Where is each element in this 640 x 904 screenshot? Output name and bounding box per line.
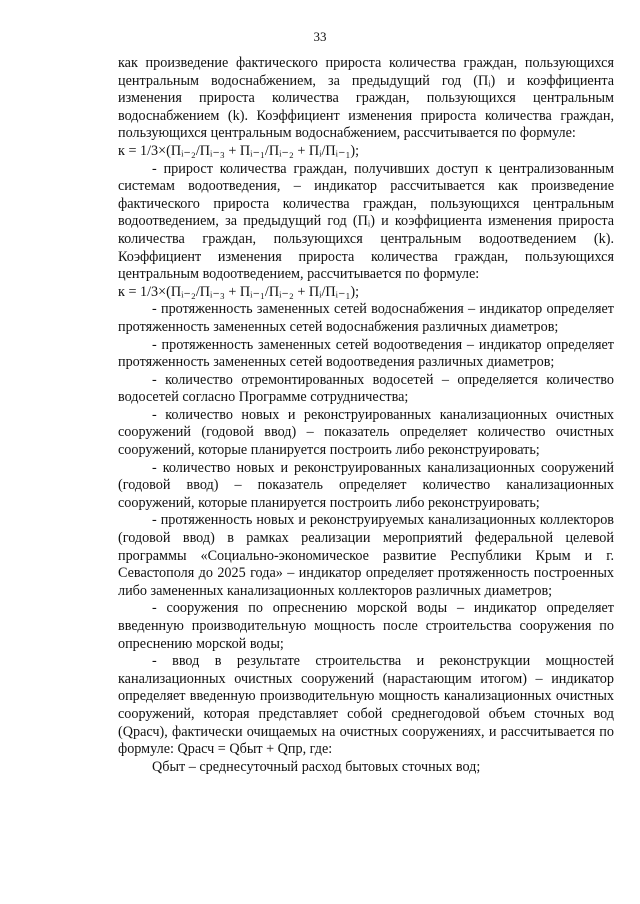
- formula: к = 1/3×(Пᵢ₋₂/Пᵢ₋₃ + Пᵢ₋₁/Пᵢ₋₂ + Пᵢ/Пᵢ₋₁);: [118, 142, 360, 159]
- paragraph: - количество отремонтированных водосетей – определяется количество водосетей согласно Программе сотрудничества;: [118, 371, 614, 406]
- paragraph: - количество новых и реконструированных канализационных очистных сооружений (годовой ввод) – показатель определяет количество очистных сооружений, которые планируется построить либо реконструировать;: [118, 406, 614, 459]
- paragraph: как произведение фактического прироста количества граждан, пользующихся центральным водоснабжением, за предыдущий год (Пᵢ) и коэффициента изменения прироста количества граждан, пользующихся центральным водоснабжением (k). Коэффициент изменения прироста количества граждан, пользующихся центральным водоснабжением, рассчитывается по формуле:: [118, 55, 614, 142]
- paragraph: - количество новых и реконструированных канализационных сооружений (годовой ввод) – показатель определяет количество канализационных сооружений, которые планируется построить либо реконструировать;: [118, 459, 614, 511]
- formula: к = 1/3×(Пᵢ₋₂/Пᵢ₋₃ + Пᵢ₋₁/Пᵢ₋₂ + Пᵢ/Пᵢ₋₁);: [118, 283, 360, 300]
- paragraph: - прирост количества граждан, получивших доступ к централизованным системам водоотведения, – индикатор рассчитывается как произведение фактического прироста количества граждан, пользующихся центральным водоотведением, за предыдущий год (Пᵢ) и коэффициента изменения прироста количества граждан, пользующихся центральным водоотведением (k). Коэффициент изменения прироста количества граждан, пользующихся центральным водоотведением, рассчитывается по формуле:: [118, 160, 614, 283]
- paragraph: - протяженность замененных сетей водоснабжения – индикатор определяет протяженность замененных сетей водоснабжения различных диаметров;: [118, 301, 614, 335]
- page-number: 33: [313, 29, 327, 44]
- paragraph: - сооружения по опреснению морской воды – индикатор определяет введенную производительную мощность после строительства сооружения по опреснению морской воды;: [118, 600, 614, 652]
- document-body: [118, 55, 614, 776]
- paragraph: - протяженность новых и реконструируемых канализационных коллекторов (годовой ввод) в рамках реализации мероприятий федеральной целевой программы «Социально-экономическое развитие Республики Крым и г. Севастополя до 2025 года» – индикатор определяет протяженность построенных либо замененных канализационных коллекторов различных диаметров;: [118, 512, 614, 599]
- paragraph: - протяженность замененных сетей водоотведения – индикатор определяет протяженность замененных сетей водоотведения различных диаметров;: [118, 336, 614, 371]
- paragraph: - ввод в результате строительства и реконструкции мощностей канализационных очистных сооружений (нарастающим итогом) – индикатор определяет введенную производительную мощность канализационных очистных сооружений, которая представляет собой среднегодовой объем сточных вод (Qрасч), фактически очищаемых на очистных сооружениях, и рассчитывается по формуле: Qрасч = Qбыт + Qпр, где:: [118, 653, 614, 758]
- paragraph: Qбыт – среднесуточный расход бытовых сточных вод;: [152, 758, 481, 775]
